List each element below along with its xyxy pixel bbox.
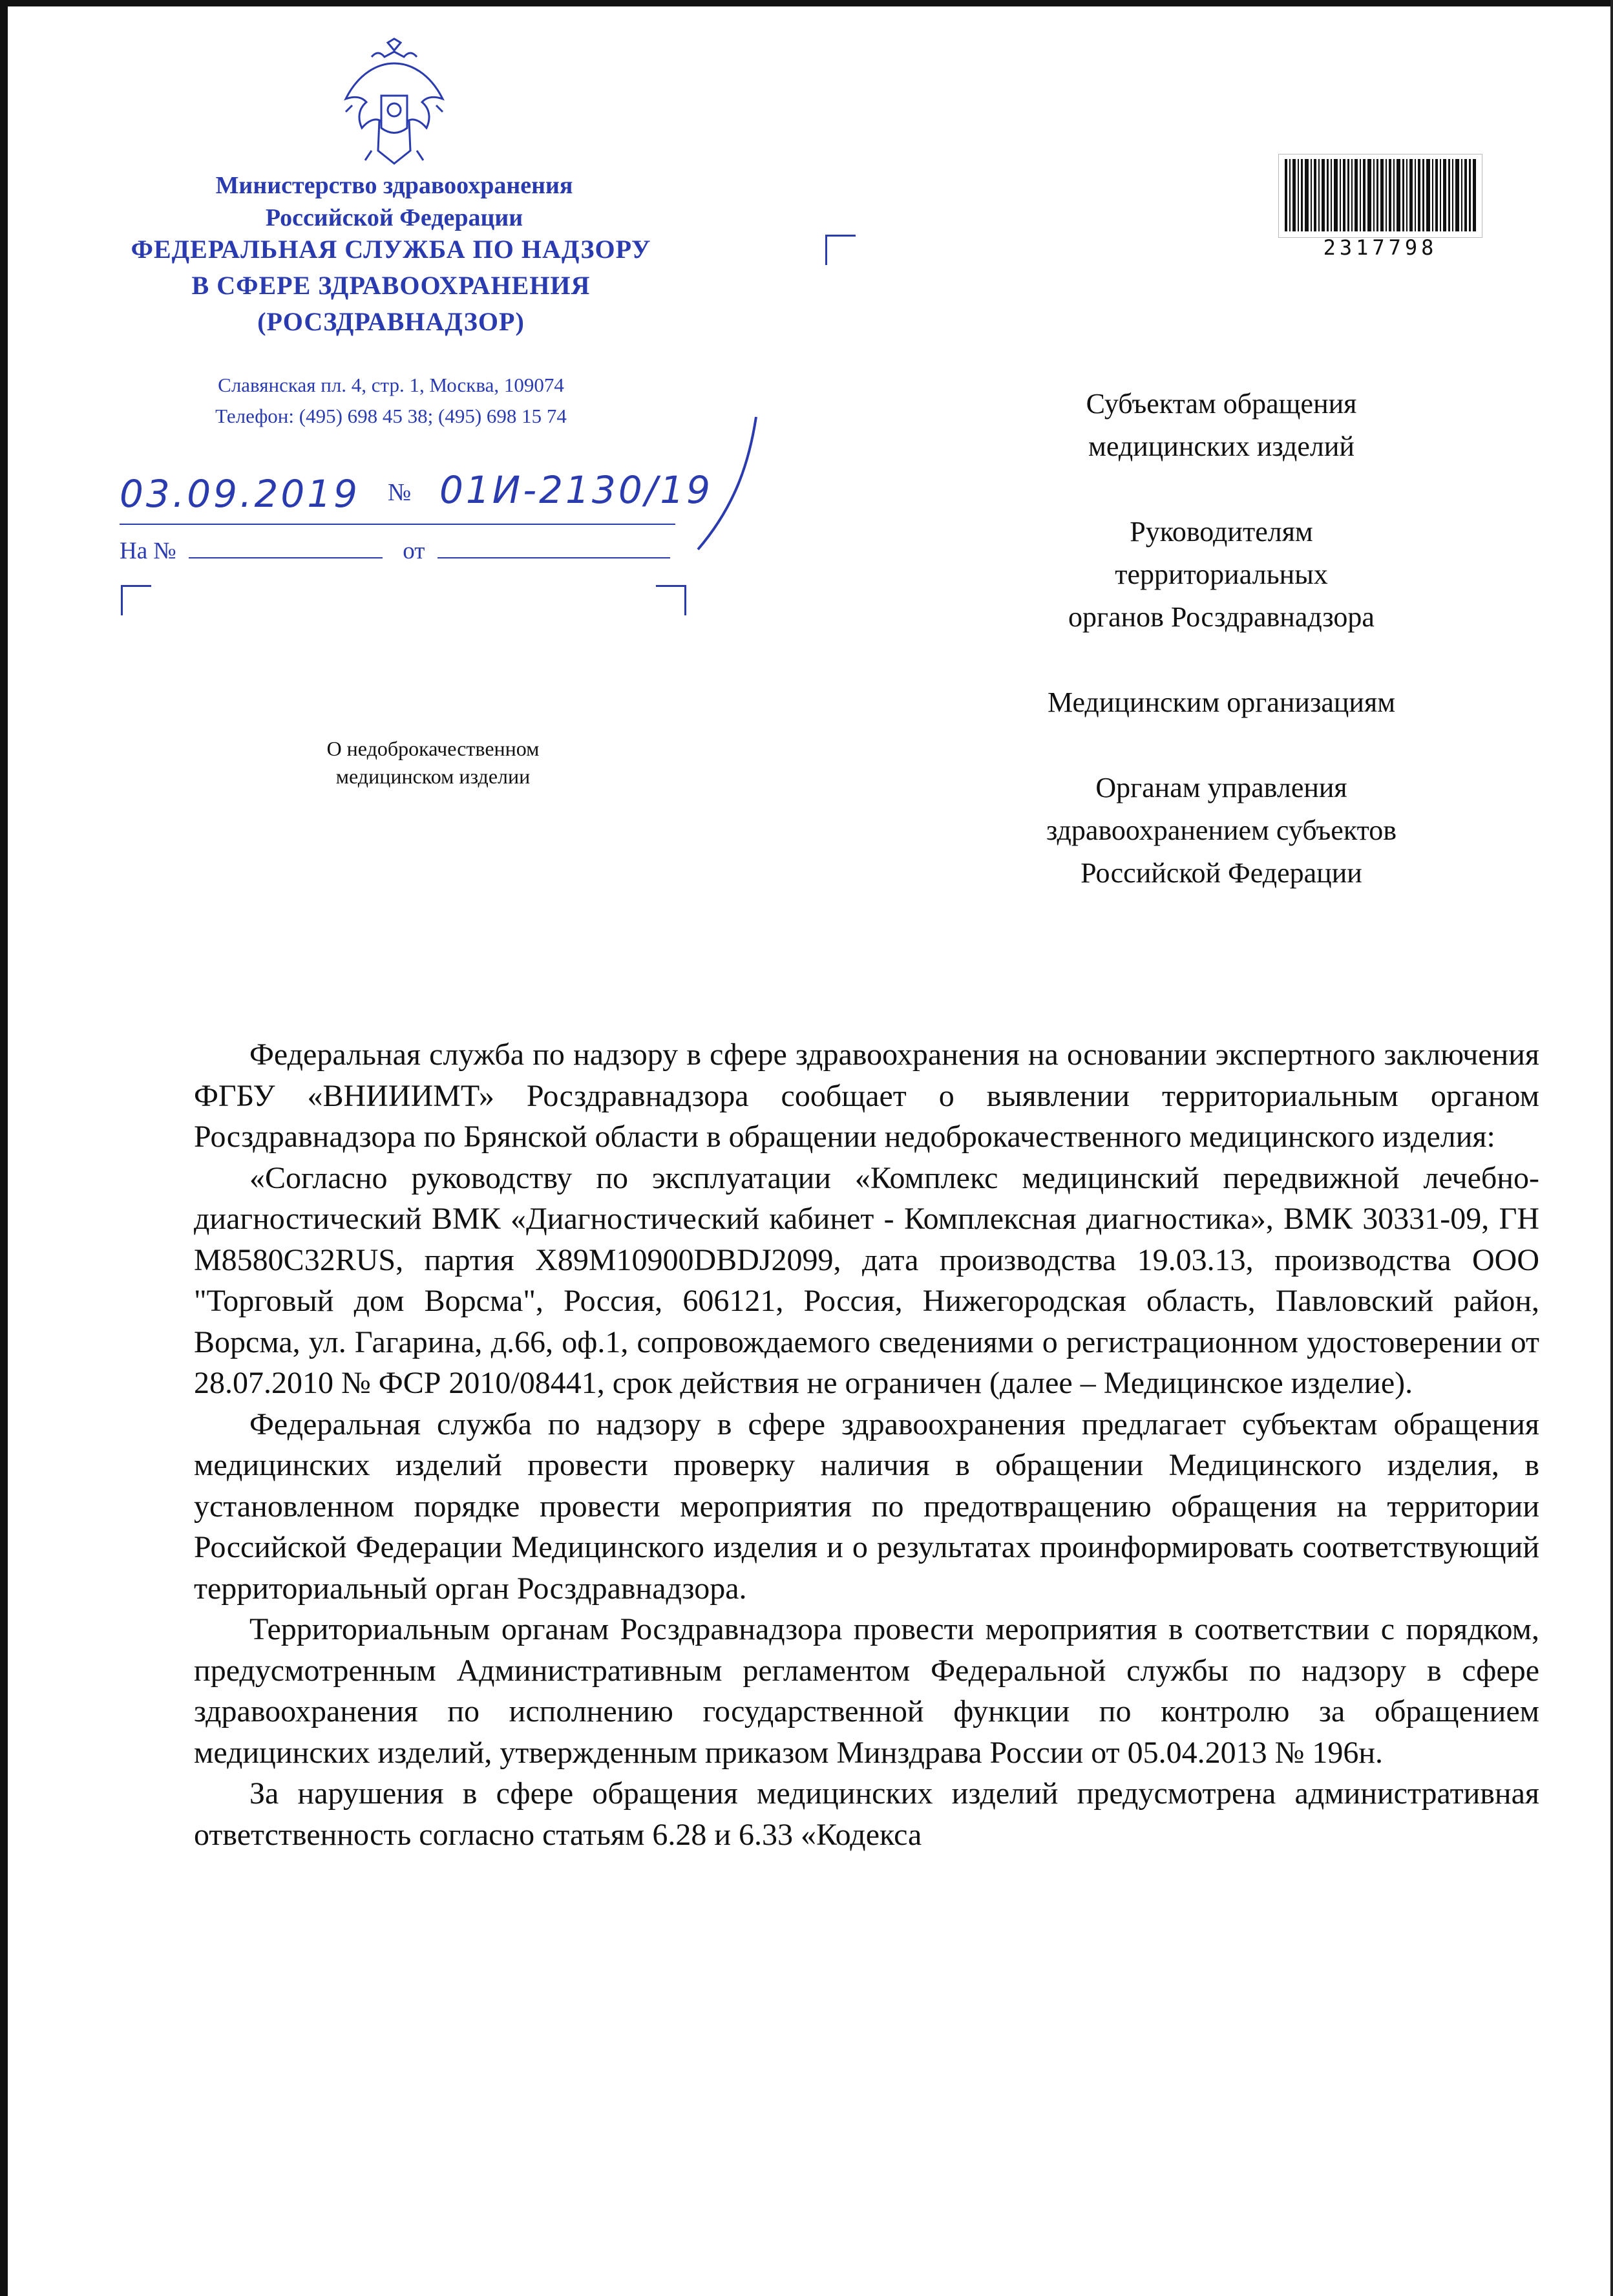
- barcode-number: 2317798: [1323, 235, 1438, 260]
- number-slash-stroke: [685, 414, 763, 556]
- addressee-line: Органам управления: [1095, 772, 1347, 803]
- subject-line-2: медицинском изделии: [335, 765, 531, 788]
- addressee-line: Субъектам обращения: [1086, 388, 1357, 420]
- addressee-4: [937, 767, 1506, 895]
- body-paragraph-3: Федеральная служба по надзору в сфере здравоохранения предлагает субъектам обращения медицинских изделий провести проверку наличия в обращении Медицинского изделия, в установленном порядке провести мероприятия по предотвращению обращения на территории Российской Федерации Медицинского изделия и о результатах проинформировать соответствующий территориальный орган Росздравнадзора.: [194, 1407, 1539, 1606]
- ref-number-blank: [189, 535, 383, 558]
- service-line-2: В СФЕРЕ ЗДРАВООХРАНЕНИЯ: [191, 271, 591, 300]
- addressee-line: Российской Федерации: [1081, 857, 1362, 889]
- addressee-line: медицинских изделий: [1088, 430, 1355, 462]
- bracket-subject-left: [121, 585, 151, 615]
- body-paragraph-1: Федеральная служба по надзору в сфере здравоохранения на основании экспертного заключения ФГБУ «ВНИИИМТ» Росздравнадзора сообщает о выявлении территориальным органом Росздравнадзора по Брянской области в обращении недоброкачественного медицинского изделия:: [194, 1037, 1539, 1154]
- date-underline: [120, 520, 766, 528]
- subject-block: [252, 735, 614, 791]
- number-sign: №: [388, 479, 412, 506]
- addressee-3: [937, 681, 1506, 724]
- coat-of-arms-icon: [333, 37, 456, 170]
- letter-body: [194, 1034, 1539, 1855]
- document-date: 03.09.2019: [120, 472, 361, 516]
- ref-date-blank: [438, 535, 670, 558]
- document-number: 01И-2130/19: [439, 468, 713, 512]
- ref-number-label: На №: [120, 538, 176, 564]
- service-name: [97, 231, 685, 340]
- addressee-1: [937, 383, 1506, 468]
- address-line: Славянская пл. 4, стр. 1, Москва, 109074: [218, 374, 564, 396]
- addressee-line: органов Росздравнадзора: [1068, 601, 1375, 633]
- barcode-icon: [1278, 154, 1482, 238]
- scan-border-right: [1610, 0, 1613, 2296]
- service-line-3: (РОСЗДРАВНАДЗОР): [257, 307, 525, 336]
- bracket-subject-right: [656, 585, 686, 615]
- addressees-block: [937, 383, 1506, 937]
- phone-line: Телефон: (495) 698 45 38; (495) 698 15 74: [215, 405, 567, 427]
- bracket-top-left-small: [825, 235, 856, 265]
- body-paragraph-5: За нарушения в сфере обращения медицинских изделий предусмотрена административная ответственность согласно статьям 6.28 и 6.33 «Кодекса: [194, 1776, 1539, 1852]
- ref-from-label: от: [403, 538, 425, 564]
- reference-line: [120, 535, 670, 565]
- addressee-line: территориальных: [1115, 558, 1328, 590]
- addressee-line: Медицинским организациям: [1047, 686, 1396, 718]
- body-paragraph-2: «Согласно руководству по эксплуатации «Комплекс медицинский передвижной лечебно-диагностический ВМК «Диагностический кабинет - Комплексная диагностика», ВМК 30331-09, ГН М8580С32RUS, партия X89M10900DBDJ2099, дата производства 19.03.13, производства ООО "Торговый дом Ворсма", Россия, 606121, Россия, Нижегородская область, Павловский район, Ворсма, ул. Гагарина, д.66, оф.1, сопровождаемого сведениями о регистрационном удостоверении от 28.07.2010 № ФСР 2010/08441, срок действия не ограничен (далее – Медицинское изделие).: [194, 1160, 1539, 1400]
- addressee-2: [937, 511, 1506, 639]
- service-line-1: ФЕДЕРАЛЬНАЯ СЛУЖБА ПО НАДЗОРУ: [131, 235, 651, 264]
- subject-line-1: О недоброкачественном: [326, 737, 540, 760]
- ministry-line-1: Министерство здравоохранения: [215, 172, 573, 199]
- body-paragraph-4: Территориальным органам Росздравнадзора провести мероприятия в соответствии с порядком, предусмотренным Административным регламентом Федеральной службы по надзору в сфере здравоохранения по исполнению государственной функции по контролю за обращением медицинских изделий, утвержденным приказом Минздрава России от 05.04.2013 № 196н.: [194, 1612, 1539, 1770]
- ministry-line-2: Российской Федерации: [265, 204, 523, 231]
- address-block: [97, 370, 685, 432]
- scan-border-left: [0, 0, 8, 2296]
- ministry-name: [116, 169, 672, 234]
- scan-border-top: [0, 0, 1613, 6]
- addressee-line: Руководителям: [1130, 516, 1313, 547]
- addressee-line: здравоохранением субъектов: [1046, 814, 1397, 846]
